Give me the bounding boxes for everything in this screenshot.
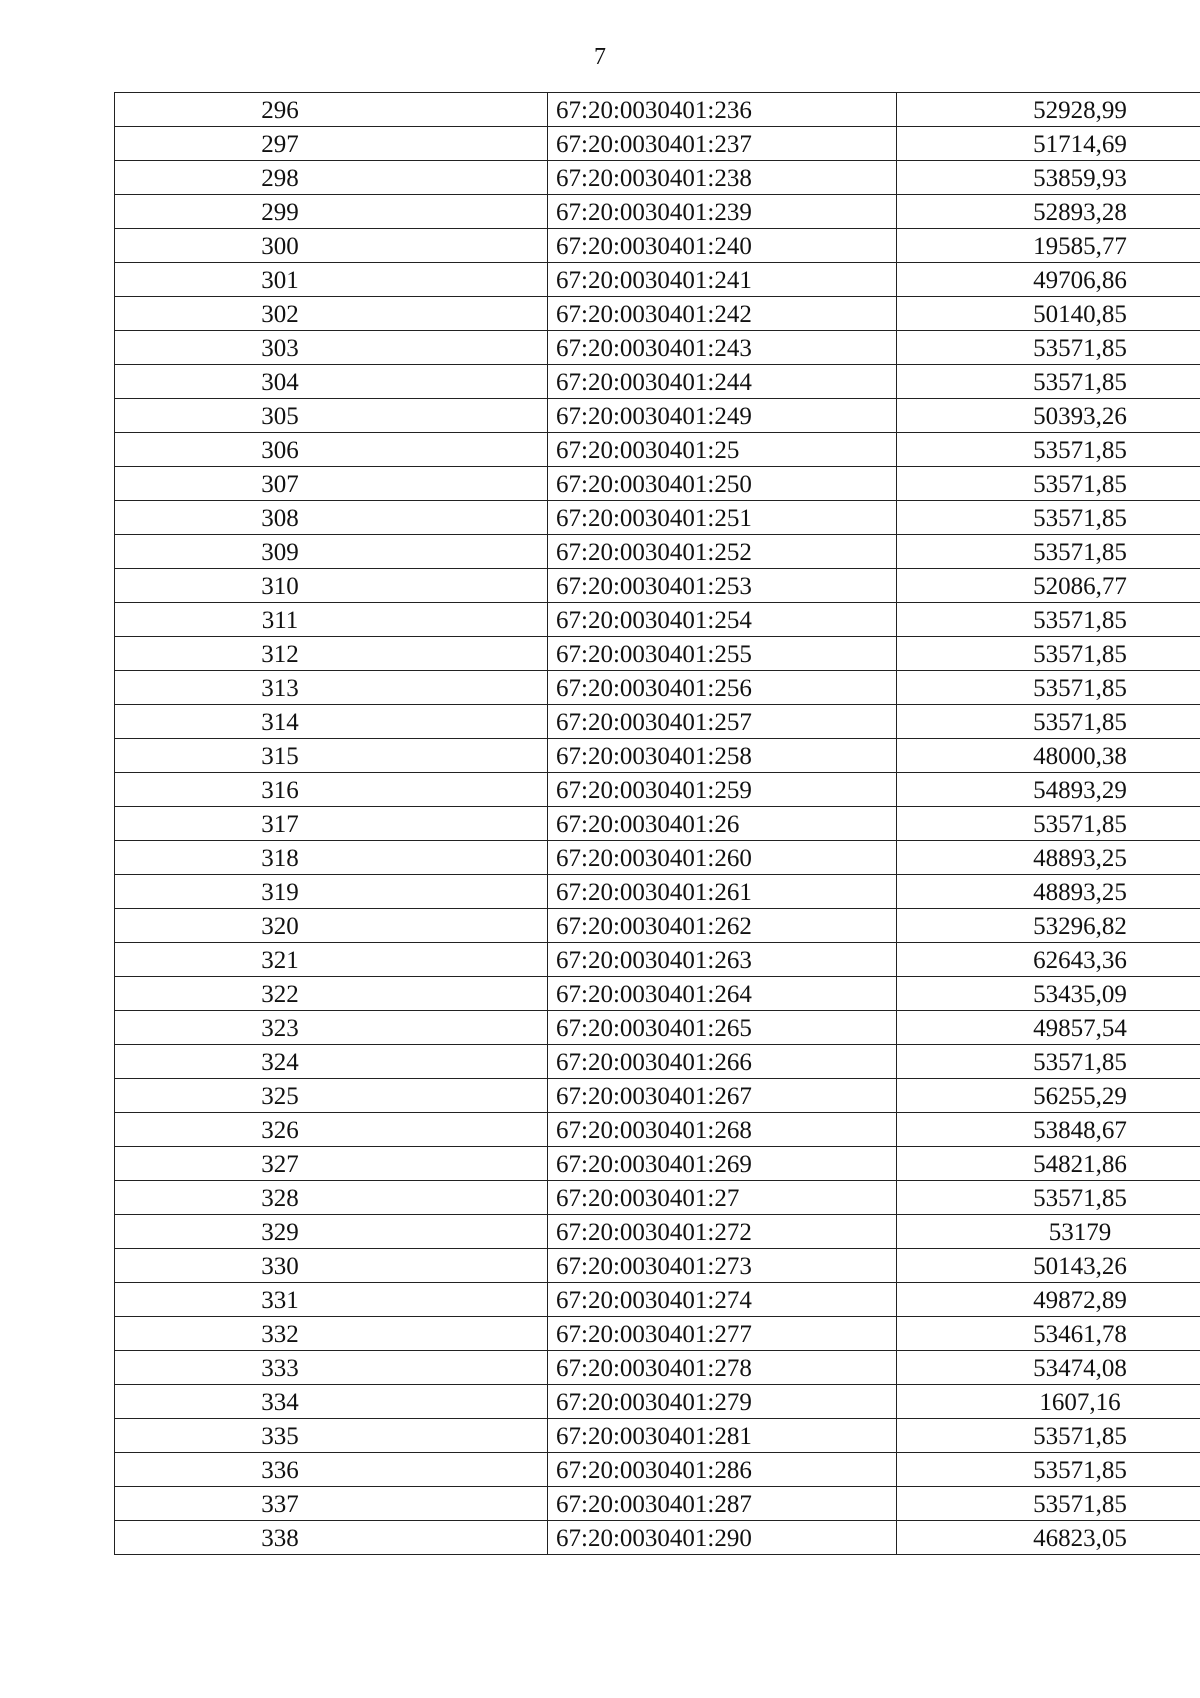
row-number-cell: 334 [115, 1385, 548, 1419]
table-row [115, 1317, 1200, 1351]
table-row [115, 93, 1200, 127]
cadastral-value-cell: 19585,77 [897, 229, 1200, 263]
row-number-cell: 331 [115, 1283, 548, 1317]
cadastral-number-cell: 67:20:0030401:261 [548, 875, 897, 909]
cadastral-value-cell: 49857,54 [897, 1011, 1200, 1045]
cadastral-number-cell: 67:20:0030401:27 [548, 1181, 897, 1215]
cadastral-number-cell: 67:20:0030401:238 [548, 161, 897, 195]
cadastral-number-cell: 67:20:0030401:268 [548, 1113, 897, 1147]
cadastral-value-cell: 53859,93 [897, 161, 1200, 195]
table-row [115, 943, 1200, 977]
cadastral-value-cell: 54893,29 [897, 773, 1200, 807]
cadastral-number-cell: 67:20:0030401:278 [548, 1351, 897, 1385]
row-number-cell: 304 [115, 365, 548, 399]
table-row [115, 1487, 1200, 1521]
cadastral-value-cell: 56255,29 [897, 1079, 1200, 1113]
cadastral-number-cell: 67:20:0030401:254 [548, 603, 897, 637]
row-number-cell: 323 [115, 1011, 548, 1045]
row-number-cell: 300 [115, 229, 548, 263]
table-row [115, 501, 1200, 535]
cadastral-value-cell: 53571,85 [897, 1045, 1200, 1079]
cadastral-value-cell: 53571,85 [897, 1181, 1200, 1215]
cadastral-number-cell: 67:20:0030401:264 [548, 977, 897, 1011]
cadastral-number-cell: 67:20:0030401:251 [548, 501, 897, 535]
table-row [115, 1147, 1200, 1181]
cadastral-value-cell: 53571,85 [897, 535, 1200, 569]
cadastral-number-cell: 67:20:0030401:25 [548, 433, 897, 467]
cadastral-number-cell: 67:20:0030401:260 [548, 841, 897, 875]
cadastral-value-cell: 53571,85 [897, 1453, 1200, 1487]
table-row [115, 263, 1200, 297]
row-number-cell: 325 [115, 1079, 548, 1113]
table-row [115, 637, 1200, 671]
cadastral-value-cell: 48893,25 [897, 841, 1200, 875]
table-row [115, 807, 1200, 841]
cadastral-value-cell: 50143,26 [897, 1249, 1200, 1283]
table-row [115, 365, 1200, 399]
cadastral-value-cell: 53571,85 [897, 637, 1200, 671]
cadastral-number-cell: 67:20:0030401:241 [548, 263, 897, 297]
cadastral-value-cell: 54821,86 [897, 1147, 1200, 1181]
table-row [115, 127, 1200, 161]
cadastral-number-cell: 67:20:0030401:243 [548, 331, 897, 365]
cadastral-value-cell: 48000,38 [897, 739, 1200, 773]
cadastral-number-cell: 67:20:0030401:237 [548, 127, 897, 161]
table-row [115, 1419, 1200, 1453]
cadastral-value-cell: 62643,36 [897, 943, 1200, 977]
row-number-cell: 319 [115, 875, 548, 909]
row-number-cell: 337 [115, 1487, 548, 1521]
cadastral-value-cell: 53571,85 [897, 603, 1200, 637]
row-number-cell: 333 [115, 1351, 548, 1385]
cadastral-value-cell: 51714,69 [897, 127, 1200, 161]
cadastral-number-cell: 67:20:0030401:239 [548, 195, 897, 229]
cadastral-number-cell: 67:20:0030401:269 [548, 1147, 897, 1181]
cadastral-number-cell: 67:20:0030401:279 [548, 1385, 897, 1419]
table-row [115, 569, 1200, 603]
cadastral-number-cell: 67:20:0030401:273 [548, 1249, 897, 1283]
cadastral-value-cell: 52928,99 [897, 93, 1200, 127]
cadastral-number-cell: 67:20:0030401:262 [548, 909, 897, 943]
table-body [115, 93, 1200, 1555]
cadastral-value-cell: 53179 [897, 1215, 1200, 1249]
table-row [115, 603, 1200, 637]
cadastral-number-cell: 67:20:0030401:26 [548, 807, 897, 841]
cadastral-value-cell: 48893,25 [897, 875, 1200, 909]
cadastral-number-cell: 67:20:0030401:240 [548, 229, 897, 263]
row-number-cell: 312 [115, 637, 548, 671]
table-row [115, 977, 1200, 1011]
cadastral-value-cell: 53571,85 [897, 433, 1200, 467]
table-row [115, 773, 1200, 807]
table-row [115, 1453, 1200, 1487]
cadastral-value-table [114, 92, 1200, 1555]
row-number-cell: 328 [115, 1181, 548, 1215]
table-row [115, 229, 1200, 263]
table-row [115, 909, 1200, 943]
cadastral-number-cell: 67:20:0030401:287 [548, 1487, 897, 1521]
cadastral-number-cell: 67:20:0030401:281 [548, 1419, 897, 1453]
row-number-cell: 338 [115, 1521, 548, 1555]
table-row [115, 1045, 1200, 1079]
cadastral-number-cell: 67:20:0030401:258 [548, 739, 897, 773]
row-number-cell: 329 [115, 1215, 548, 1249]
cadastral-number-cell: 67:20:0030401:267 [548, 1079, 897, 1113]
row-number-cell: 313 [115, 671, 548, 705]
row-number-cell: 308 [115, 501, 548, 535]
table-row [115, 1351, 1200, 1385]
row-number-cell: 310 [115, 569, 548, 603]
cadastral-value-cell: 52893,28 [897, 195, 1200, 229]
cadastral-value-cell: 53474,08 [897, 1351, 1200, 1385]
row-number-cell: 302 [115, 297, 548, 331]
cadastral-value-cell: 50140,85 [897, 297, 1200, 331]
cadastral-value-cell: 46823,05 [897, 1521, 1200, 1555]
row-number-cell: 318 [115, 841, 548, 875]
cadastral-value-cell: 49872,89 [897, 1283, 1200, 1317]
table-row [115, 1011, 1200, 1045]
table-row [115, 1113, 1200, 1147]
cadastral-value-cell: 53435,09 [897, 977, 1200, 1011]
cadastral-number-cell: 67:20:0030401:266 [548, 1045, 897, 1079]
row-number-cell: 296 [115, 93, 548, 127]
row-number-cell: 316 [115, 773, 548, 807]
row-number-cell: 311 [115, 603, 548, 637]
table-row [115, 331, 1200, 365]
cadastral-value-cell: 53571,85 [897, 365, 1200, 399]
row-number-cell: 324 [115, 1045, 548, 1079]
cadastral-value-cell: 52086,77 [897, 569, 1200, 603]
row-number-cell: 332 [115, 1317, 548, 1351]
cadastral-number-cell: 67:20:0030401:236 [548, 93, 897, 127]
page-number: 7 [594, 44, 606, 70]
row-number-cell: 335 [115, 1419, 548, 1453]
row-number-cell: 326 [115, 1113, 548, 1147]
table-row [115, 1079, 1200, 1113]
table-row [115, 1521, 1200, 1555]
cadastral-number-cell: 67:20:0030401:265 [548, 1011, 897, 1045]
cadastral-value-cell: 53571,85 [897, 331, 1200, 365]
table-row [115, 433, 1200, 467]
table-row [115, 399, 1200, 433]
cadastral-value-cell: 1607,16 [897, 1385, 1200, 1419]
cadastral-number-cell: 67:20:0030401:277 [548, 1317, 897, 1351]
table-row [115, 1215, 1200, 1249]
cadastral-number-cell: 67:20:0030401:253 [548, 569, 897, 603]
row-number-cell: 320 [115, 909, 548, 943]
table-row [115, 705, 1200, 739]
row-number-cell: 327 [115, 1147, 548, 1181]
cadastral-number-cell: 67:20:0030401:272 [548, 1215, 897, 1249]
row-number-cell: 301 [115, 263, 548, 297]
table-row [115, 841, 1200, 875]
table-row [115, 1181, 1200, 1215]
cadastral-value-cell: 53461,78 [897, 1317, 1200, 1351]
table-row [115, 297, 1200, 331]
row-number-cell: 299 [115, 195, 548, 229]
cadastral-number-cell: 67:20:0030401:263 [548, 943, 897, 977]
cadastral-value-cell: 49706,86 [897, 263, 1200, 297]
table-row [115, 1283, 1200, 1317]
cadastral-number-cell: 67:20:0030401:257 [548, 705, 897, 739]
table-row [115, 467, 1200, 501]
cadastral-value-cell: 53571,85 [897, 705, 1200, 739]
table-row [115, 161, 1200, 195]
row-number-cell: 309 [115, 535, 548, 569]
row-number-cell: 306 [115, 433, 548, 467]
table-row [115, 875, 1200, 909]
row-number-cell: 321 [115, 943, 548, 977]
cadastral-value-cell: 53571,85 [897, 1419, 1200, 1453]
cadastral-number-cell: 67:20:0030401:274 [548, 1283, 897, 1317]
cadastral-number-cell: 67:20:0030401:249 [548, 399, 897, 433]
cadastral-number-cell: 67:20:0030401:250 [548, 467, 897, 501]
cadastral-value-cell: 53571,85 [897, 501, 1200, 535]
row-number-cell: 330 [115, 1249, 548, 1283]
row-number-cell: 314 [115, 705, 548, 739]
cadastral-value-cell: 53848,67 [897, 1113, 1200, 1147]
cadastral-number-cell: 67:20:0030401:255 [548, 637, 897, 671]
row-number-cell: 322 [115, 977, 548, 1011]
cadastral-number-cell: 67:20:0030401:244 [548, 365, 897, 399]
cadastral-value-cell: 53296,82 [897, 909, 1200, 943]
row-number-cell: 336 [115, 1453, 548, 1487]
row-number-cell: 303 [115, 331, 548, 365]
cadastral-value-cell: 53571,85 [897, 807, 1200, 841]
cadastral-value-cell: 53571,85 [897, 1487, 1200, 1521]
cadastral-value-cell: 53571,85 [897, 671, 1200, 705]
row-number-cell: 298 [115, 161, 548, 195]
cadastral-value-cell: 53571,85 [897, 467, 1200, 501]
table-row [115, 739, 1200, 773]
row-number-cell: 315 [115, 739, 548, 773]
table-row [115, 1249, 1200, 1283]
row-number-cell: 297 [115, 127, 548, 161]
cadastral-number-cell: 67:20:0030401:256 [548, 671, 897, 705]
cadastral-number-cell: 67:20:0030401:252 [548, 535, 897, 569]
cadastral-number-cell: 67:20:0030401:242 [548, 297, 897, 331]
table-row [115, 535, 1200, 569]
cadastral-number-cell: 67:20:0030401:290 [548, 1521, 897, 1555]
row-number-cell: 305 [115, 399, 548, 433]
table-row [115, 195, 1200, 229]
cadastral-value-cell: 50393,26 [897, 399, 1200, 433]
row-number-cell: 317 [115, 807, 548, 841]
row-number-cell: 307 [115, 467, 548, 501]
cadastral-number-cell: 67:20:0030401:259 [548, 773, 897, 807]
table-row [115, 671, 1200, 705]
table-row [115, 1385, 1200, 1419]
cadastral-number-cell: 67:20:0030401:286 [548, 1453, 897, 1487]
